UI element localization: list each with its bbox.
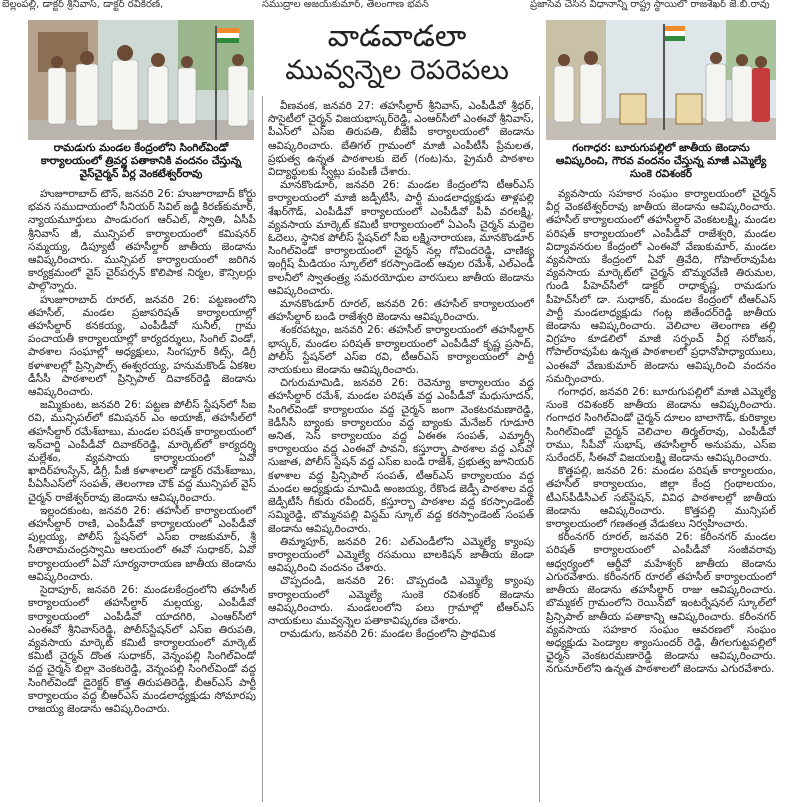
article-column-right xyxy=(546,188,776,800)
article-paragraph: వ్యవసాయ సహకార సంఘం కార్యాలయంలో చైర్మన్ వీర్ల వెంకటేశ్వర్‌రావు జాతీయ జెండాను ఆవిష్కరించారు. తహసీల్ కార్యాలయంలో తహసీల్దార్ వెంకటలక్ష్మి, మండల పరిషత్ కార్యాలయంలో ఎంపీడీవో రాజేశ్వరి, మండల విద్యావనరుల కేంద్రంలో ఎంఈవో వేణుకుమార్, మండల వ్యవసాయ కేంద్రంలో ఏవో త్రివేది, గోపాల్‌రావుపేట వ్యవసాయ మార్కెట్‌లో చైర్మన్ బొమ్మరవేణి తిరుమల, గుండి పీహెచ్‌సీలో డాక్టర్ రాధాకృష్ణ, రామడుగు పీహెచ్‌సీలో డా. సుధాకర్, మండల కేంద్రంలో టీఆర్ఎస్ పార్టీ మండలాధ్యక్షుడు గంట్ల జితేందర్‌రెడ్డి జాతీయ జెండాను ఆవిష్కరించారు. వెలిచాల తెలంగాణ తల్లి విగ్రహం కూడలిలో మాజీ సర్పంచ్ వీర్ల సరోజన, గోపాల్‌రావుపేట ఉన్నత పాఠశాలలో ప్రధానోపాధ్యాయులు, ఎంఈవో వేణుకుమార్ జెండాను ఆవిష్కరించి వందనం సమర్పించారు. xyxy=(546,188,776,385)
article-paragraph: హుజూరాబాద్ రూరల్, జనవరి 26: పట్టణంలోని తహసీల్, మండల ప్రజాపరిషత్ కార్యాలయాల్లో తహసీల్దార్ కనకయ్య, ఎంపీడీవో సునీల్, గ్రామ పంచాయతీ కార్యాలయాల్లో కార్యదర్శులు, సింగిల్ విండో, పాఠశాల సంఘాల్లో అధ్యక్షులు, సింగపూర్ కిట్స్, డిగ్రీ కళాశాలల్లో ప్రిన్సిపాల్స్ ఈశ్వరయ్య, హనుమకొండ్ ఏకశిల డీసీసీ పాఠశాలలో ప్రిన్సిపాల్ దివాకర్‌రెడ్డి జెండాను ఆవిష్కరించారు. xyxy=(28,293,256,399)
caption-left: రామడుగు మండల కేంద్రంలోని సింగిల్‌విండో కార్యాలయంలో త్రివర్ణ పతాకానికి వందనం చేస్తున్న వైస్‌చైర్మన్ వీర్ల వెంకటేశ్వర్‌రావు xyxy=(40,142,242,180)
article-paragraph: జమ్మికుంట, జనవరి 26: పట్టణ పోలీస్ స్టేషన్‌లో సీఐ రవి, మున్సిపల్‌లో కమిషనర్ ఎం అయాజ్, తహసీల్‌లో తహసీల్దార్ రమేశ్‌బాబు, మండల పరిషత్ కార్యాలయంలో ఇన్‌చార్జి ఎంపీడీవో దివాకర్‌రెడ్డి, మార్కెట్‌లో కార్యదర్శి మల్లేశం, వ్యవసాయ కార్యాలయంలో ఏవో ఖాదిర్‌హుస్సేన్, డిగ్రీ, పీజీ కళాశాలలో డాక్టర్ రమేశ్‌బాబు, పీఏసీఎస్‌లో సంపత్, తెలంగాణ చౌక్ వద్ద మున్సిపల్ వైస్ చైర్మన్ రాజేశ్వర్‌రావు జెండాను ఆవిష్కరించారు. xyxy=(28,399,256,504)
photo-right-flag-salute xyxy=(546,20,776,140)
top-strip xyxy=(0,0,800,14)
article-paragraph: సైదాపూర్, జనవరి 26: మండలకేంద్రంలోని తహసీల్ కార్యాలయంలో తహసీల్దార్ మల్లయ్య, ఎంపీడీవో కార్యాలయంలో ఎంపీడీవో యాదగిరి, ఎంఆర్‌సీలో ఎంఈవో శ్రీనివాస్‌రెడ్డి, పోలీస్‌స్టేషన్‌లో ఎస్ఐ తిరుపతి, వ్యవసాయ మార్కెట్ కమిటీ కార్యాలయంలో మార్కెట్ కమిటీ చైర్మన్ దొంత సుధాకర్, వెన్నంపల్లి సింగిల్‌విండో వద్ద చైర్మన్ బిల్లా వెంకటరెడ్డి, వెన్నంపల్లి సింగిల్‌విండో వద్ద సింగిల్‌విండో డైరెక్టర్ కొత్త తిరుపతిరెడ్డి, బీఆర్ఎస్ పార్టీ కార్యాలయం వద్ద బీఆర్ఎస్ మండలాధ్యక్షుడు సోమారపు రాజయ్య జెండాను ఆవిష్కరించారు. xyxy=(28,584,256,715)
article-paragraph: కరీంనగర్ రూరల్, జనవరి 26: కరీంనగర్ మండల పరిషత్ కార్యాలయంలో ఎంపీడీవో సంజీవరావు ఆధ్వర్యంలో ఆర్డీవో మహేశ్వర్ జాతీయ జెండాను ఎగురవేశారు. కరీంనగర్ రూరల్ తహసీల్ కార్యాలయంలో జాతీయ జెండాను తహసీల్దార్ రాజు ఆవిష్కరించారు. బొమ్మకల్ గ్రామంలోని రెయిన్‌బో ఇంటర్నేషనల్ స్కూల్‌లో ప్రిన్సిపాల్ జాతీయ పతాకాన్ని ఆవిష్కరించారు. కరీంనగర్ వ్యవసాయ సహకార సంఘం ఆవరణలో సంఘం అధ్యక్షుడు పెండ్యాల శ్యాంసుందర్ రెడ్డి, తీగలగుట్టపల్లిలో ఛైర్మన్ వెంకటరమణారెడ్డి జెండాను ఆవిష్కరించారు. నగునూర్‌లోని ఉన్నత పాఠశాలలో జెండాను ఎగురవేశారు. xyxy=(546,531,776,676)
article-paragraph: మానకొండూర్, జనవరి 26: మండల కేంద్రంలోని టీఆర్ఎస్ కార్యాలయంలో మాజీ జడ్పీటీసీ, పార్టీ మండలాధ్యక్షుడు తాళ్లపల్లి శేఖర్‌గౌడ్, ఎంపీడీవో కార్యాలయంలో ఎంపీడీవో పీవీ వరలక్ష్మి, వ్యవసాయ మార్కెట్ కమిటీ కార్యాలయంలో ఏఎంసీ చైర్మన్ మద్దెల ఓదెలు, స్థానిక పోలీస్ స్టేషన్‌లో సీఐ లక్ష్మినారాయణ, మానకొండూర్ సింగిల్‌విండో కార్యాలయంలో చైర్మన్ నల్ల గోవిందరెడ్డి, చాణిక్య ఇంగ్లీష్ మీడియం స్కూల్‌లో కరస్పాండెంట్ ఆవుల రమేశ్, ఎల్ఎండీ కాలనీలో స్వాతంత్ర్య సమరయోధుల వారసులు జాతీయ జెండాను ఆవిష్కరించారు. xyxy=(268,179,534,297)
caption-right: గంగాధర: బూరుగుపల్లిలో జాతీయ జెండాను ఆవిష్కరించి, గౌరవ వందనం చేస్తున్న మాజీ ఎమ్మెల్యే సుంకె రవిశంకర్ xyxy=(555,142,767,180)
article-paragraph: రామడుగు, జనవరి 26: మండల కేంద్రంలోని ప్రాథమిక xyxy=(280,628,496,641)
article-paragraph: మానకొండూర్ రూరల్, జనవరి 26: తహసీల్ కార్యాలయంలో తహసీల్దార్ బండి రాజేశ్వరి జెండాను ఆవిష్కరించారు. xyxy=(268,298,534,324)
headline-line-2: మువ్వన్నెల రెపరెపలు xyxy=(285,55,509,86)
article-paragraph: గంగాధర, జనవరి 26: బూరుగుపల్లిలో మాజీ ఎమ్మెల్యే సుంకె రవిశంకర్ జాతీయ జెండాను ఆవిష్కరించారు. గంగాధర సింగిల్‌విండో చైర్మన్ దూలం బాలాగౌడ్, కురిక్యాల సింగిల్‌విండో చైర్మన్ వెలిచాల తిర్మల్‌రావు, ఎంపీడీవో రాము, సీపీవో సుభాష్, తహసీల్దార్ అనుపమ, ఎస్ఐ సురేందర్, సీఈవో విజయలక్ష్మి జెండాను ఆవిష్కరించారు. xyxy=(546,386,776,465)
top-strip-mid: సముద్రాల అజయ్‌కుమార్, తెలంగాణ భవన్ xyxy=(262,0,429,10)
article-paragraph: శంకరపట్నం, జనవరి 26: తహసీల్ కార్యాలయంలో తహసీల్దార్ భాస్కర్, మండల పరిషత్ కార్యాలయంలో ఎంపీడీవో కృష్ణ ప్రసాద్, పోలీస్ స్టేషన్‌లో ఎస్ఐ రవి, టీఆర్ఎస్ కార్యాలయంలో పార్టీ నాయకులు జెండాను ఆవిష్కరించారు. xyxy=(268,324,534,377)
article-paragraph: కొత్తపల్లి, జనవరి 26: మండల పరిషత్ కార్యాలయం, తహసీల్ కార్యాలయం, జిల్లా కేంద్ర గ్రంథాలయం, టీఎస్‌పీడీసీఎల్ సబ్‌స్టేషన్, వివిధ పాఠశాలల్లో జాతీయ జెండాను ఆవిష్కరించారు. కొత్తపల్లి మున్సిపల్ కార్యాలయంలో గణతంత్ర వేడుకలు నిర్వహించారు. xyxy=(546,465,776,531)
column-rule-left xyxy=(262,96,263,802)
article-paragraph: చొప్పదండి, జనవరి 26: చొప్పదండి ఎమ్మెల్యే క్యాంపు కార్యాలయంలో ఎమ్మెల్యే సుంకె రవిశంకర్ జెండాను ఆవిష్కరించారు. మండలంలోని పలు గ్రామాల్లో టీఆర్ఎస్ నాయకులు మువ్వన్నెల పతాకావిష్కరణ చేశారు. xyxy=(268,575,534,627)
article-paragraph: హుజూరాబాద్ టౌన్, జనవరి 26: హుజూరాబాద్ కోర్టు భవన సముదాయంలో సీనియర్ సివిల్ జడ్జి కిరణ్‌కుమార్, న్యాయమూర్తులు పాండురంగ ఆర్ఎల్, స్వాతి, ఏసీపీ శ్రీనివాస్ జీ, మున్సిపల్ కార్యాలయంలో కమిషనర్ సమ్మయ్య, డిప్యూటీ తహసీల్దార్ జాతీయ జెండాను ఆవిష్కరించారు. మున్సిపల్ కార్యాలయంలో జరిగిన కార్యక్రమంలో వైస్ చైర్‌పర్సన్ కొలిపాక నిర్మల, కౌన్సిలర్లు పాల్గొన్నారు. xyxy=(28,188,256,293)
article-column-left xyxy=(28,188,256,800)
photo-left-flag-salute xyxy=(28,20,254,140)
headline-line-1: వాడవాడలా xyxy=(327,19,467,54)
top-strip-left: బెల్లంపల్లి, డాక్టర్ శ్రీనివాస్, డాక్టర్ రవికిరణ్, xyxy=(2,0,164,10)
article-paragraph: వీణవంక, జనవరి 27: తహసీల్దార్ శ్రీనివాస్, ఎంపీడీవో శ్రీధర్, సొసైటీలో చైర్మన్ విజయభాస్కర్‌రెడ్డి, ఎంఆర్‌సీలో ఎంఈవో శ్రీనివాస్, పీఎస్‌లో ఎస్ఐ తిరుపతి, బీజేపీ కార్యాలయంలో జెండాను ఆవిష్కరించారు. బేతిగల్ గ్రామంలో మాజీ ఎంపీటీసీ ప్రేమలత, ప్రభుత్వ ఉన్నత పాఠశాలకు బెల్ (గంట)ను, ప్రైమరీ పాఠశాల విద్యార్థులకు స్వీట్లు పంపిణీ చేశారు. xyxy=(268,100,534,179)
article-paragraph: చిగురుమామిడి, జనవరి 26: రెవెన్యూ కార్యాలయం వద్ద తహసీల్దార్ రమేశ్, మండల పరిషత్ వద్ద ఎంపీడీవో మధుసూదన్, సింగిల్‌విండో కార్యాలయం వద్ద చైర్మన్ జంగా వెంకటరమణారెడ్డి, కెడీసీసీ బ్యాంకు కార్యాలయం వద్ద బ్యాంకు మేనేజర్ గూడూరి అనిత, సెస్ కార్యాలయం వద్ద ఏఈఈ సంపత్, ఎమ్మార్సీ కార్యాలయం వద్ద ఎంఈవో పావని, కస్తూర్బా పాఠశాల వద్ద ఎస్‌వో సుజాత, పోలీస్ స్టేషన్ వద్ద ఎస్ఐ బండి రాజేశ్, ప్రభుత్వ జూనియర్ కళాశాల వద్ద ప్రిన్సిపాల్ సంపత్, టీఆర్ఎస్ కార్యాలయం వద్ద మండల అధ్యక్షుడు మామిడి అంజయ్య, రేకొండ జెడ్పీ పాఠశాల వద్ద జెడ్పీటీసీ గీకురు రవీందర్, కస్తూర్బా పాఠశాల వద్ద కరస్పాండెంట్ సమ్మిరెడ్డి, బొమ్మనపల్లి విస్టమ్ స్కూల్ వద్ద కరస్పాండెంట్ సంపత్ జెండాను ఆవిష్కరించారు. xyxy=(268,377,534,535)
top-strip-right: ప్రజాసేవ చేసిన విధానాన్ని రాష్ట్ర స్థాయిలో రాజశేఖర్ జె.బి.రావు xyxy=(530,0,770,10)
article-paragraph: తిమ్మాపూర్, జనవరి 26: ఎల్ఎండీలోని ఎమ్మెల్యే క్యాంపు కార్యాలయంలో ఎమ్మెల్యే రసమయి బాలకిషన్ జాతీయ జెండా ఆవిష్కరించి వందనం చేశారు. xyxy=(268,535,534,575)
article-column-middle xyxy=(268,100,534,800)
headline xyxy=(262,20,532,88)
column-rule-right xyxy=(539,96,540,802)
article-paragraph: ఇల్లందకుంట, జనవరి 26: తహసీల్ కార్యాలయంలో తహసీల్దార్ రాణి, ఎంపీడీవో కార్యాలయంలో ఎంపీడీవో పుల్లయ్య, పోలీస్ స్టేషన్‌లో ఎస్ఐ రాజకుమార్, శ్రీ సీతారామచంద్రస్వామి ఆలయంలో ఈవో సుధాకర్, ఏవో కార్యాలయంలో ఏవో సూర్యనారాయణ జాతీయ జెండాను ఆవిష్కరించారు. xyxy=(28,504,256,583)
